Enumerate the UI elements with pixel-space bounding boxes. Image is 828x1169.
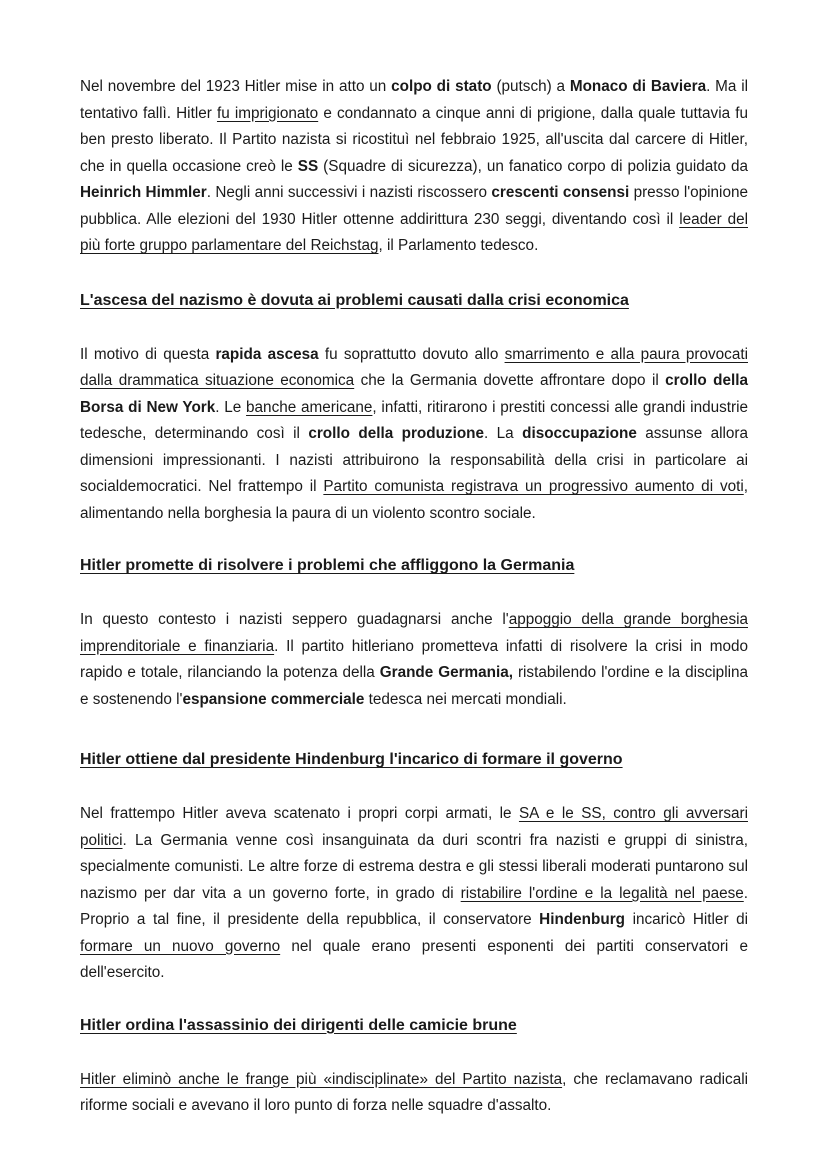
bold-term: Monaco di Baviera: [569, 78, 707, 95]
text-run: . Il partito hitleriano prometteva infatti di risolvere la crisi in modo rapido e totale, rilanciando la potenza della: [80, 637, 749, 681]
text-run: In questo contesto i nazisti seppero guadagnarsi anche l': [80, 611, 509, 628]
bold-term: SS: [297, 157, 319, 175]
text-run: ristabilendo l'ordine e la disciplina e sostenendo l': [80, 664, 748, 708]
text-run: , alimentando nella borghesia la paura di un violento scontro sociale.: [80, 478, 748, 522]
text-run: . La: [484, 425, 523, 442]
underlined-phrase: Hitler eliminò anche le frange più «indisciplinate» del Partito nazista: [80, 1070, 563, 1088]
text-run: . Proprio a tal fine, il presidente della repubblica, il conservatore: [80, 884, 748, 928]
text-run: e condannato a cinque anni di prigione, dalla quale tuttavia fu ben presto liberato. Il Partito nazista si ricostituì nel febbraio 1925, all'uscita dal carcere di Hitler, che in quella occasione creò le: [80, 104, 748, 175]
underlined-phrase: leader del più forte gruppo parlamentare del Reichstag: [80, 210, 748, 254]
underlined-phrase: fu imprigionato: [216, 104, 319, 122]
text-run: Nel frattempo Hitler aveva scatenato i propri corpi armati, le: [80, 805, 519, 822]
bold-term: crollo della produzione: [308, 425, 485, 442]
text-run: fu soprattutto dovuto allo: [318, 345, 505, 363]
text-run: . Negli anni successivi i nazisti riscossero: [206, 184, 492, 201]
paragraph-purge: [80, 1067, 748, 1120]
section-heading-government: Hitler ottiene dal presidente Hindenburg l'incarico di formare il governo: [80, 751, 623, 768]
bold-term: disoccupazione: [522, 425, 637, 442]
text-run: (Squadre di sicurezza), un fanatico corpo di polizia guidato da: [318, 157, 748, 175]
bold-term: colpo di stato: [391, 78, 492, 95]
underlined-phrase: appoggio della grande borghesia imprenditoriale e finanziaria: [80, 611, 748, 655]
paragraph-putsch: [80, 74, 748, 260]
bold-term: crescenti consensi: [491, 184, 630, 201]
bold-term: Heinrich Himmler: [80, 184, 207, 201]
text-run: , che reclamavano radicali riforme sociali e avevano il loro punto di forza nelle squadre d'assalto.: [80, 1070, 749, 1114]
underlined-phrase: Partito comunista registrava un progressivo aumento di voti: [323, 478, 744, 495]
section-heading-promise: Hitler promette di risolvere i problemi che affliggono la Germania: [80, 557, 575, 574]
underlined-phrase: banche americane: [246, 398, 373, 416]
text-run: , infatti, ritirarono i prestiti concessi alle grandi industrie tedesche, determinando così il: [80, 398, 748, 442]
text-run: . La Germania venne così insanguinata da duri scontri fra nazisti e gruppi di sinistra, specialmente comunisti. Le altre forze di estrema destra e gli stessi liberali moderati puntarono sul nazismo per dar vita a un governo forte, in grado di: [80, 831, 748, 902]
bold-term: espansione commerciale: [182, 690, 365, 708]
text-run: tedesca nei mercati mondiali.: [364, 690, 567, 708]
text-run: incaricò Hitler di: [625, 911, 749, 928]
text-run: presso l'opinione pubblica. Alle elezioni del 1930 Hitler ottenne addirittura 230 seggi, diventando così il: [80, 184, 748, 228]
text-run: . Ma il tentativo fallì. Hitler: [80, 78, 749, 122]
underlined-phrase: smarrimento e alla paura provocati dalla drammatica situazione economica: [80, 345, 748, 389]
text-run: (putsch) a: [491, 78, 570, 95]
underlined-phrase: ristabilire l'ordine e la legalità nel paese: [460, 884, 744, 902]
text-run: nel quale erano presenti esponenti dei partiti conservatori e dell'esercito.: [80, 937, 748, 981]
bold-term: Hindenburg: [539, 911, 625, 928]
text-run: che la Germania dovette affrontare dopo il: [354, 372, 666, 389]
underlined-phrase: SA e le SS, contro gli avversari politici: [80, 805, 748, 849]
text-run: . Le: [215, 398, 247, 416]
text-run: Il motivo di questa: [80, 345, 216, 363]
section-heading-crisis: L'ascesa del nazismo è dovuta ai problemi causati dalla crisi economica: [80, 291, 629, 309]
underlined-phrase: formare un nuovo governo: [80, 937, 281, 955]
text-run: , il Parlamento tedesco.: [378, 237, 539, 254]
bold-term: rapida ascesa: [215, 345, 319, 363]
bold-term: crollo della Borsa di New York: [80, 372, 748, 416]
paragraph-promise: [80, 607, 748, 713]
section-heading-purge: Hitler ordina l'assassinio dei dirigenti delle camicie brune: [80, 1016, 517, 1034]
paragraph-crisis: [80, 342, 748, 528]
text-run: Nel novembre del 1923 Hitler mise in atto un: [80, 78, 392, 95]
paragraph-government: [80, 801, 748, 987]
text-run: assunse allora dimensioni impressionanti. I nazisti attribuirono la responsabilità della crisi in particolare ai socialdemocratici. Nel frattempo il: [80, 425, 749, 495]
bold-term: Grande Germania,: [379, 664, 514, 681]
